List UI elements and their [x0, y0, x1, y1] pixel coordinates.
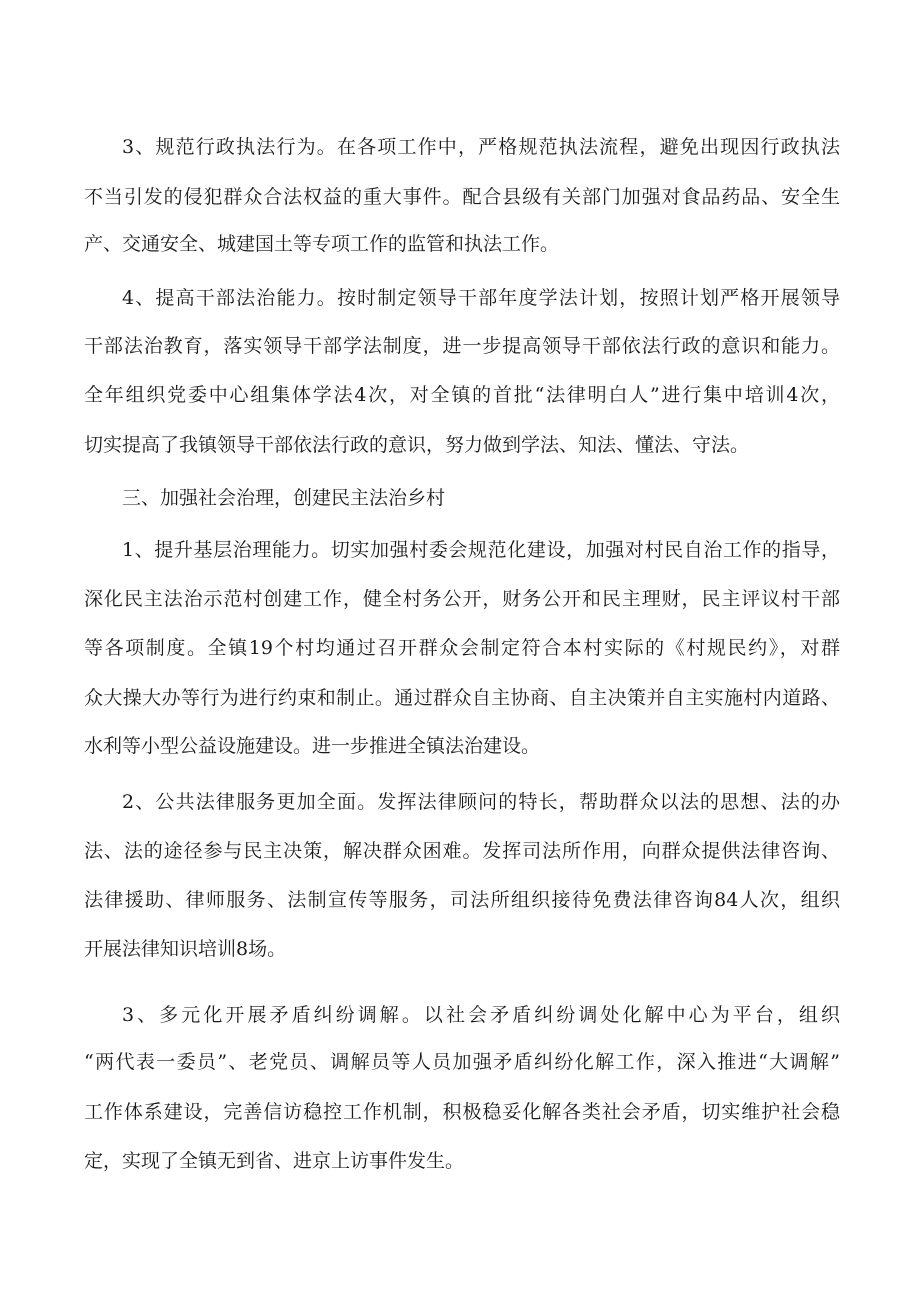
paragraph-line: 切实提高了我镇领导干部依法行政的意识，努力做到学法、知法、懂法、守法。 [84, 434, 750, 456]
paragraph-line: 众大操大办等行为进行约束和制止。通过群众自主协商、自主决策并自主实施村内道路、 [84, 687, 840, 709]
paragraph-line: 开展法律知识培训8场。 [84, 938, 287, 960]
paragraph-line: 等各项制度。全镇19个村均通过召开群众会制定符合本村实际的《村规民约》，对群 [84, 637, 840, 659]
paragraph-line: 4、提高干部法治能力。按时制定领导干部年度学法计划，按照计划严格开展领导 [122, 287, 840, 309]
paragraph-line: 法律援助、律师服务、法制宣传等服务，司法所组织接待免费法律咨询84人次，组织 [84, 889, 840, 911]
paragraph-line: 产、交通安全、城建国土等专项工作的监管和执法工作。 [84, 233, 560, 255]
paragraph-line: 全年组织党委中心组集体学法4次，对全镇的首批“法律明白人”进行集中培训4次， [84, 384, 840, 406]
paragraph-line: 2、公共法律服务更加全面。发挥法律顾问的特长，帮助群众以法的思想、法的办 [122, 791, 840, 813]
paragraph-line: 3、多元化开展矛盾纠纷调解。以社会矛盾纠纷调处化解中心为平台，组织 [122, 1004, 840, 1026]
paragraph-line: “两代表一委员”、老党员、调解员等人员加强矛盾纠纷化解工作，深入推进“大调解” [84, 1051, 840, 1073]
paragraph-line: 干部法治教育，落实领导干部学法制度，进一步提高领导干部依法行政的意识和能力。 [84, 335, 840, 357]
section-heading: 三、加强社会治理，创建民主法治乡村 [122, 487, 446, 509]
paragraph-line: 3、规范行政执法行为。在各项工作中，严格规范执法流程，避免出现因行政执法 [122, 136, 840, 158]
paragraph-line: 法、法的途径参与民主决策，解决群众困难。发挥司法所作用，向群众提供法律咨询、 [84, 840, 840, 862]
paragraph-line: 深化民主法治示范村创建工作，健全村务公开，财务公开和民主理财，民主评议村干部 [84, 588, 840, 610]
paragraph-line: 不当引发的侵犯群众合法权益的重大事件。配合县级有关部门加强对食品药品、安全生 [84, 186, 840, 208]
paragraph-line: 水利等小型公益设施建设。进一步推进全镇法治建设。 [84, 735, 541, 757]
paragraph-line: 1、提升基层治理能力。切实加强村委会规范化建设，加强对村民自治工作的指导， [122, 539, 840, 561]
paragraph-line: 工作体系建设，完善信访稳控工作机制，积极稳妥化解各类社会矛盾，切实维护社会稳 [84, 1101, 840, 1123]
paragraph-line: 定，实现了全镇无到省、进京上访事件发生。 [84, 1150, 465, 1172]
